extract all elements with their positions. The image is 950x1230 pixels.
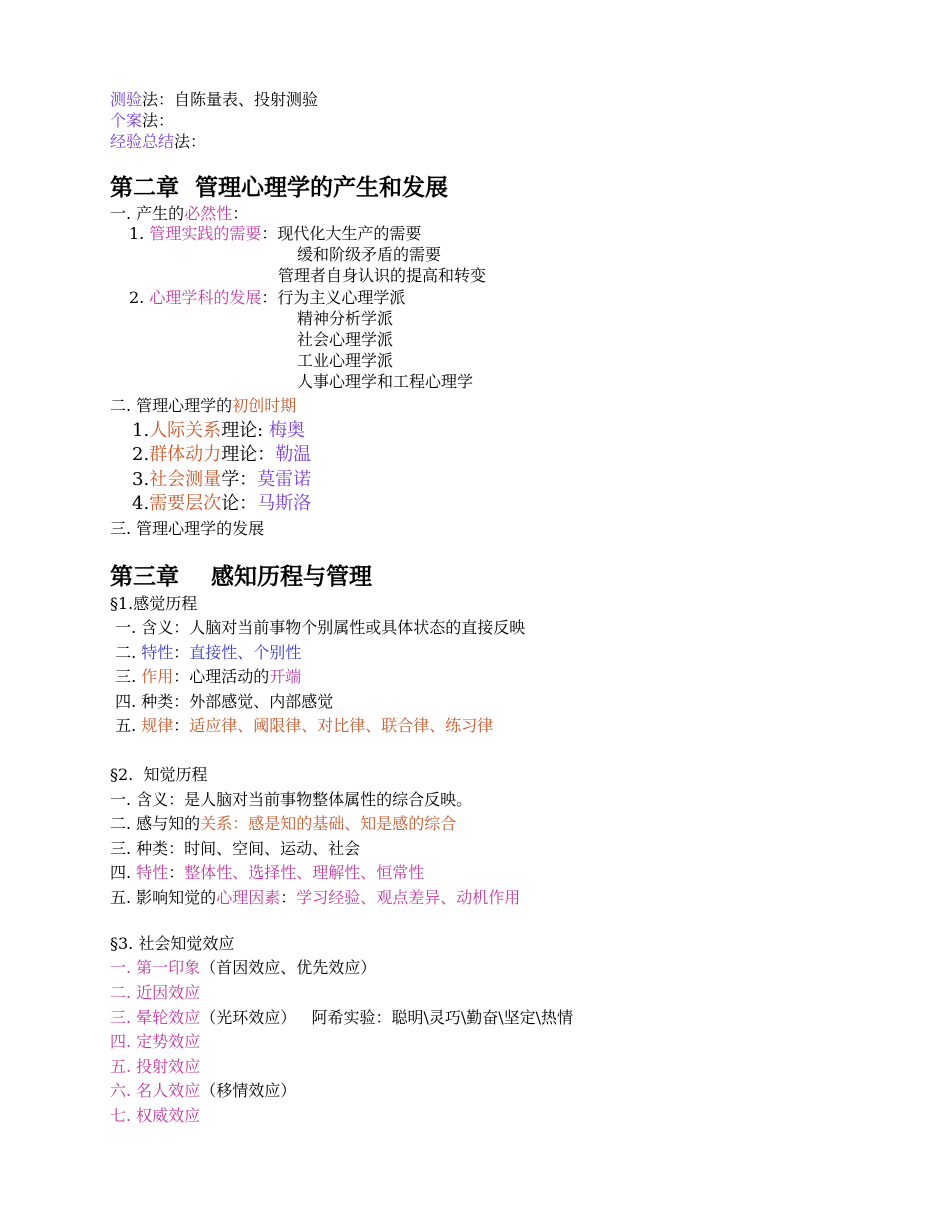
text: （光环效应） 阿希实验：聪明\灵巧\勤奋\坚定\热情	[200, 1008, 574, 1027]
ch2-section-3: 三. 管理心理学的发展	[110, 519, 265, 538]
term: 心理因素	[216, 888, 281, 907]
text: ：心理活动的	[173, 667, 270, 686]
term: 规律	[141, 716, 174, 735]
text: 1.	[129, 224, 150, 243]
text: （移情效应）	[200, 1081, 297, 1100]
ch3-p3-line-2: 二. 近因效应	[110, 983, 201, 1002]
ch2-item-1-1b: 缓和阶级矛盾的需要	[297, 245, 442, 264]
term: 关系：感是知的基础、知是感的综合	[200, 814, 457, 833]
term: 特性	[136, 863, 169, 882]
ch2-item-1-1	[129, 224, 421, 244]
ch3-p2-line-3: 三. 种类：时间、空间、运动、社会	[110, 839, 361, 858]
term: 社会测量	[149, 469, 222, 490]
term: 作用	[141, 667, 174, 686]
text: 3.	[132, 469, 150, 490]
method-summary-line	[110, 132, 206, 152]
ch2-item-2-4	[132, 492, 311, 516]
term: 测验	[110, 90, 143, 109]
ch3-p1-line-4: 四. 种类：外部感觉、内部感觉	[110, 692, 334, 711]
term: 人际关系	[149, 420, 222, 441]
text: ：行为主义心理学派	[261, 288, 406, 307]
text: 理论:	[221, 420, 269, 441]
method-case-line	[110, 111, 174, 131]
ch3-p2-line-4	[110, 863, 424, 883]
ch2-section-1	[110, 204, 248, 224]
ch3-p1-line-5	[110, 716, 493, 736]
ch3-p3-line-7: 七. 权威效应	[110, 1106, 201, 1125]
text: ：	[168, 863, 185, 882]
text: 二. 感与知的	[110, 814, 201, 833]
ch3-part-2-heading: §2. 知觉历程	[110, 765, 208, 784]
term: 初创时期	[232, 396, 297, 415]
ch2-item-1-2e: 人事心理学和工程心理学	[297, 372, 474, 391]
method-test-line	[110, 90, 318, 110]
ch3-p2-line-1: 一. 含义：是人脑对当前事物整体属性的综合反映。	[110, 790, 473, 809]
term: 心理学科的发展	[149, 288, 262, 307]
ch2-item-1-1c: 管理者自身认识的提高和转变	[278, 266, 487, 285]
ch3-p3-line-3	[110, 1008, 573, 1028]
text: 学：	[221, 469, 258, 490]
text: 4.	[132, 493, 150, 514]
ch3-p3-line-5: 五. 投射效应	[110, 1057, 201, 1076]
ch2-item-1-2d: 工业心理学派	[297, 351, 394, 370]
text: ：现代化大生产的需要	[261, 224, 422, 243]
ch3-p3-line-1	[110, 958, 376, 978]
chapter-3-title: 第三章 感知历程与管理	[110, 564, 373, 590]
ch3-p1-line-2	[110, 643, 301, 663]
text: 法：自陈量表、投射测验	[142, 90, 319, 109]
text: 一. 产生的	[110, 204, 185, 223]
text: 论：	[221, 493, 258, 514]
ch3-p2-line-2	[110, 814, 456, 834]
text: 四.	[110, 863, 137, 882]
ch3-part-1-heading: §1.感觉历程	[110, 594, 198, 613]
ch2-item-1-2b: 精神分析学派	[297, 309, 394, 328]
term: 一. 第一印象	[110, 958, 201, 977]
ch3-p2-line-5	[110, 888, 520, 908]
text: 理论：	[221, 444, 276, 465]
ch3-p1-line-3	[110, 667, 301, 687]
term: 六. 名人效应	[110, 1081, 201, 1100]
ch3-p3-line-6	[110, 1081, 296, 1101]
ch2-item-2-1	[132, 419, 305, 443]
term: 管理实践的需要	[149, 224, 262, 243]
text: 法：	[174, 132, 207, 151]
ch2-section-2	[110, 396, 296, 416]
term: 需要层次	[149, 493, 222, 514]
text: 五. 影响知觉的	[110, 888, 217, 907]
value: 整体性、选择性、理解性、恒常性	[184, 863, 425, 882]
term: 经验总结	[110, 132, 175, 151]
text: 2.	[129, 288, 150, 307]
value: 开端	[269, 667, 302, 686]
ch3-part-3-heading: §3. 社会知觉效应	[110, 934, 235, 953]
term: 三. 晕轮效应	[110, 1008, 201, 1027]
text: 二.	[110, 643, 142, 662]
person: 勒温	[275, 444, 312, 465]
value: 适应律、阈限律、对比律、联合律、练习律	[189, 716, 494, 735]
term: 必然性	[184, 204, 233, 223]
text: 二. 管理心理学的	[110, 396, 233, 415]
value: 学习经验、观点差异、动机作用	[296, 888, 521, 907]
text: ：	[173, 643, 190, 662]
ch3-p1-line-1: 一. 含义：人脑对当前事物个别属性或具体状态的直接反映	[110, 618, 526, 637]
term: 个案	[110, 111, 143, 130]
text: 五.	[110, 716, 142, 735]
ch2-item-1-2c: 社会心理学派	[297, 330, 394, 349]
text: 1.	[132, 420, 150, 441]
text: 三.	[110, 667, 142, 686]
term: 群体动力	[149, 444, 222, 465]
text: （首因效应、优先效应）	[200, 958, 377, 977]
ch2-item-2-2	[132, 443, 311, 467]
text: ：	[173, 716, 190, 735]
text: ：	[232, 204, 249, 223]
person: 马斯洛	[257, 493, 312, 514]
text: 2.	[132, 444, 150, 465]
text: ：	[280, 888, 297, 907]
value: 直接性、个别性	[189, 643, 302, 662]
ch2-item-2-3	[132, 468, 311, 492]
person: 梅奥	[268, 420, 305, 441]
ch3-p3-line-4: 四. 定势效应	[110, 1032, 201, 1051]
ch2-item-1-2	[129, 288, 405, 308]
chapter-2-title: 第二章 管理心理学的产生和发展	[110, 175, 449, 201]
term: 特性	[141, 643, 174, 662]
text: 法：	[142, 111, 175, 130]
person: 莫雷诺	[257, 469, 312, 490]
